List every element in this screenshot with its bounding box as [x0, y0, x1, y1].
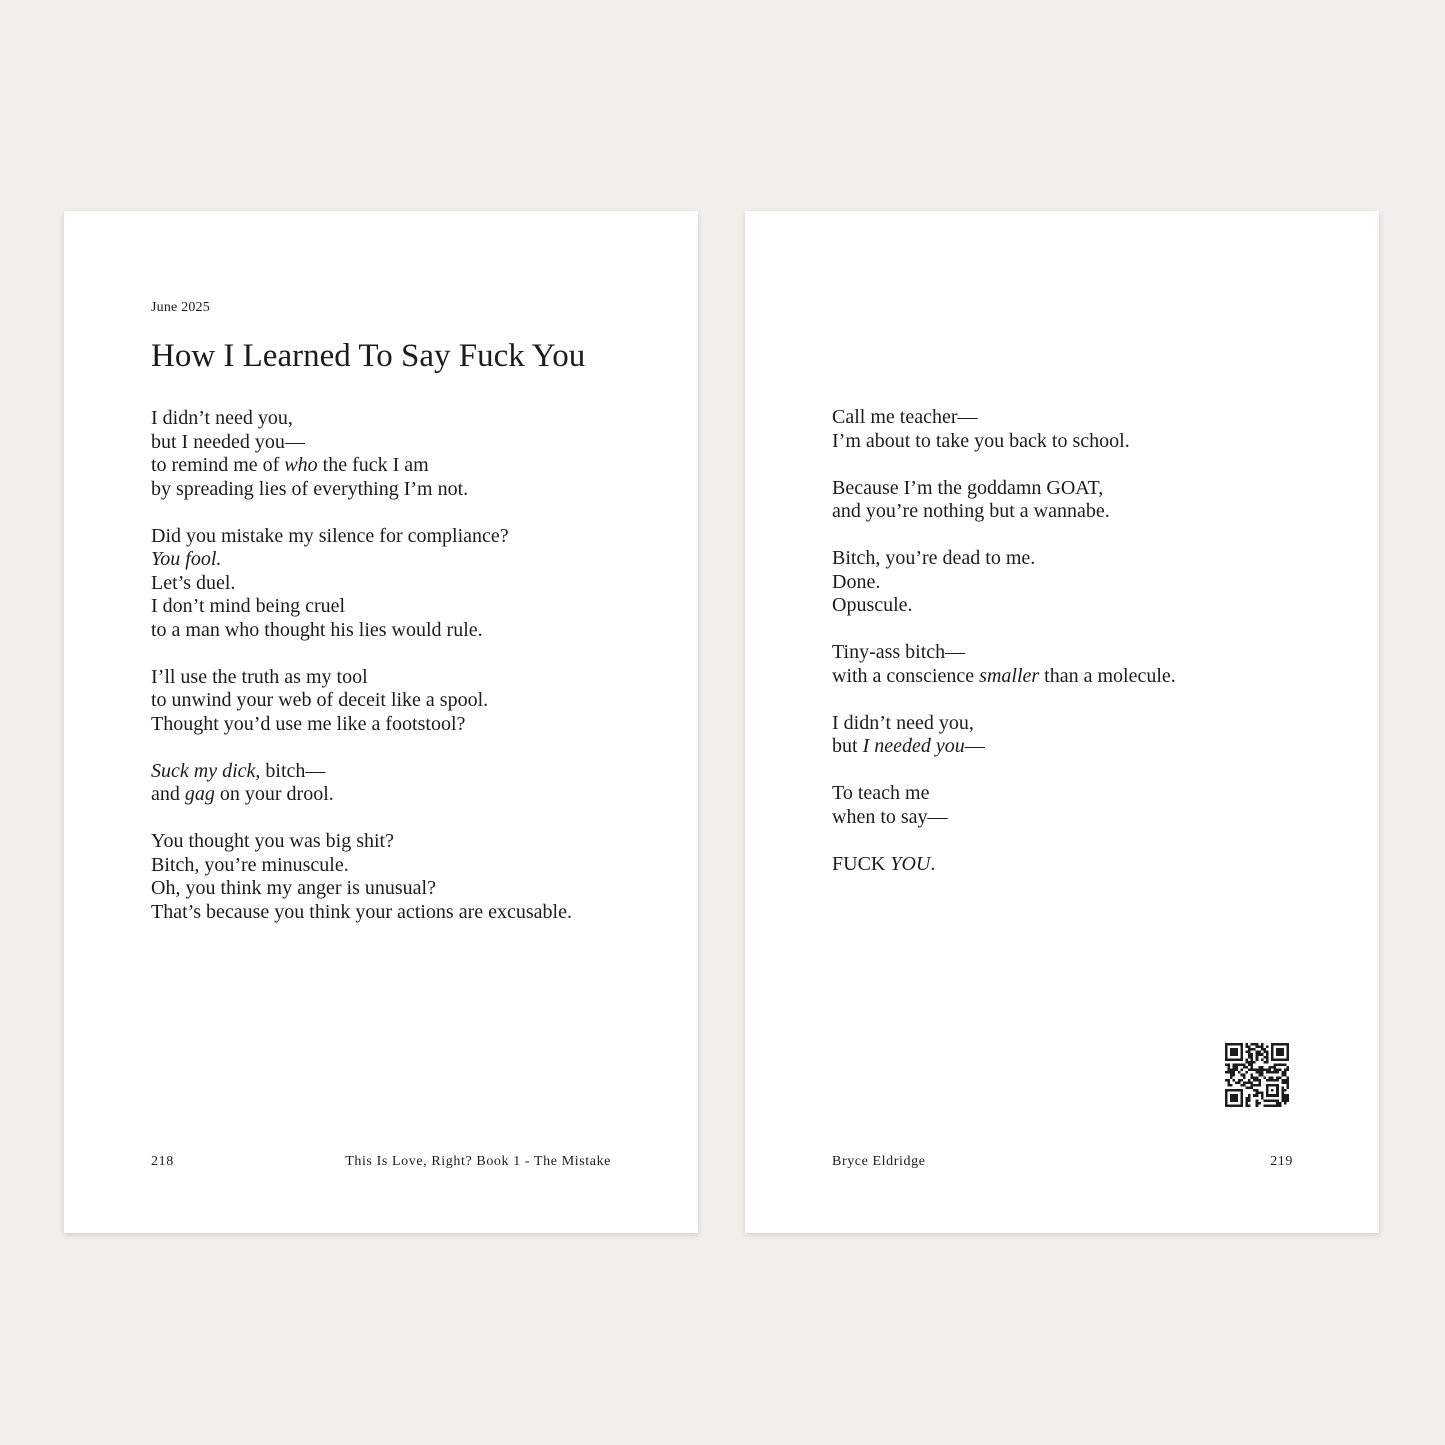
- poem-body-right: [832, 406, 1176, 900]
- text: I’m about to take you back to school.: [832, 429, 1130, 452]
- text: Let’s duel.: [151, 571, 236, 594]
- text: but: [832, 735, 863, 757]
- text: To teach me: [832, 782, 930, 804]
- text: You thought you was big shit?: [151, 830, 394, 852]
- poem-line: [151, 830, 572, 854]
- text: Did you mistake my silence for compliance?: [151, 524, 509, 547]
- poem-line: [151, 595, 572, 619]
- text: by spreading lies of everything I’m not.: [151, 477, 469, 500]
- poem-line: [151, 548, 572, 572]
- text: Bitch, you’re minuscule.: [151, 853, 349, 876]
- text: Call me teacher—: [832, 406, 978, 428]
- stanza: [832, 853, 1176, 877]
- text: when to say—: [832, 805, 948, 828]
- italic-text: gag: [184, 783, 215, 805]
- text: to remind me of: [151, 454, 285, 476]
- italic-text: YOU: [890, 852, 931, 875]
- italic-text: smaller: [979, 664, 1040, 687]
- poem-line: [151, 407, 572, 431]
- text: I’ll use the truth as my tool: [151, 665, 368, 688]
- text: I didn’t need you,: [832, 711, 974, 734]
- text: .: [930, 852, 936, 875]
- left-page: [64, 211, 698, 1233]
- right-page: [745, 211, 1379, 1233]
- qr-code-icon[interactable]: [1225, 1043, 1289, 1107]
- italic-text: who: [284, 454, 318, 476]
- italic-text: You fool.: [151, 548, 222, 570]
- poem-line: [151, 760, 572, 784]
- text: Oh, you think my anger is unusual?: [151, 877, 436, 899]
- poem-line: [832, 712, 1176, 736]
- stanza: [151, 830, 572, 924]
- poem-line: [151, 877, 572, 901]
- poem-line: [151, 783, 572, 807]
- text: and: [151, 783, 185, 805]
- text: Opuscule.: [832, 594, 913, 616]
- text: the fuck I am: [317, 454, 429, 476]
- stanza: [832, 641, 1176, 688]
- poem-line: [832, 430, 1176, 454]
- italic-text: I needed you: [862, 735, 965, 757]
- italic-text: Suck my dick: [151, 759, 256, 782]
- text: , bitch—: [255, 759, 326, 782]
- stanza: [151, 525, 572, 643]
- poem-line: [151, 666, 572, 690]
- text: and you’re nothing but a wannabe.: [832, 500, 1110, 522]
- text: Because I’m the goddamn GOAT,: [832, 476, 1104, 499]
- poem-line: [151, 901, 572, 925]
- poem-line: [832, 406, 1176, 430]
- poem-line: [832, 477, 1176, 501]
- page-number-right: 219: [1270, 1154, 1293, 1169]
- text: I didn’t need you,: [151, 407, 293, 429]
- page-number-left: 218: [151, 1154, 174, 1169]
- poem-line: [151, 854, 572, 878]
- poem-line: [832, 547, 1176, 571]
- author-name: Bryce Eldridge: [832, 1154, 926, 1169]
- text: FUCK: [832, 852, 891, 875]
- text: but I needed you—: [151, 430, 305, 453]
- stanza: [832, 477, 1176, 524]
- text: than a molecule.: [1039, 664, 1176, 687]
- poem-line: [151, 525, 572, 549]
- poem-line: [832, 571, 1176, 595]
- text: I don’t mind being cruel: [151, 595, 346, 617]
- text: Tiny-ass bitch—: [832, 641, 966, 663]
- poem-line: [832, 641, 1176, 665]
- poem-date: June 2025: [151, 300, 210, 315]
- stanza: [832, 782, 1176, 829]
- poem-line: [832, 735, 1176, 759]
- poem-line: [151, 619, 572, 643]
- text: Bitch, you’re dead to me.: [832, 547, 1036, 569]
- poem-line: [151, 689, 572, 713]
- text: to a man who thought his lies would rule.: [151, 618, 483, 641]
- text: Thought you’d use me like a footstool?: [151, 712, 466, 735]
- poem-title: How I Learned To Say Fuck You: [151, 338, 586, 374]
- stanza: [151, 666, 572, 737]
- running-title: This Is Love, Right? Book 1 - The Mistake: [345, 1154, 611, 1169]
- poem-line: [151, 572, 572, 596]
- text: with a conscience: [832, 664, 980, 687]
- poem-line: [151, 478, 572, 502]
- stanza: [832, 712, 1176, 759]
- poem-line: [151, 713, 572, 737]
- stanza: [151, 760, 572, 807]
- poem-line: [832, 500, 1176, 524]
- text: Done.: [832, 570, 881, 593]
- poem-line: [151, 454, 572, 478]
- text: to unwind your web of deceit like a spool.: [151, 689, 489, 711]
- poem-body-left: [151, 407, 572, 948]
- poem-line: [151, 431, 572, 455]
- poem-line: [832, 806, 1176, 830]
- poem-line: [832, 782, 1176, 806]
- text: —: [964, 735, 985, 757]
- stanza: [151, 407, 572, 501]
- poem-line: [832, 594, 1176, 618]
- stanza: [832, 406, 1176, 453]
- poem-line: [832, 665, 1176, 689]
- stanza: [832, 547, 1176, 618]
- poem-line: [832, 853, 1176, 877]
- text: That’s because you think your actions are excusable.: [151, 900, 572, 923]
- text: on your drool.: [214, 783, 334, 805]
